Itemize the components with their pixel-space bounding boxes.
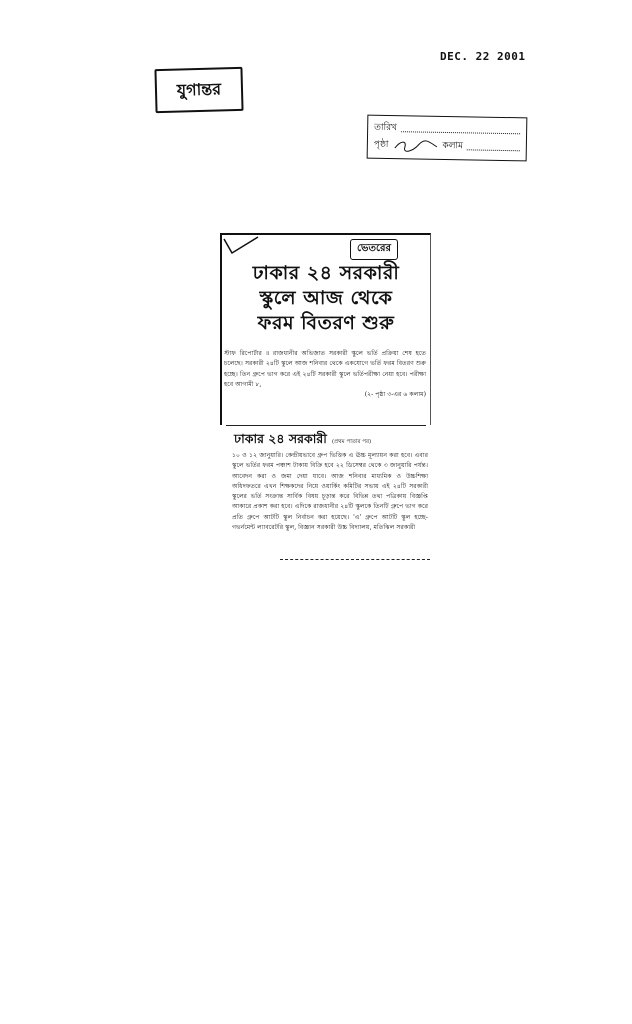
divider [226, 425, 426, 426]
continued-note: (২- পৃষ্ঠা ৩-এর ৬ কলাম) [364, 391, 426, 399]
divider [280, 559, 430, 560]
handwritten-scrawl-icon [392, 138, 438, 153]
newspaper-name: যুগান্তর [176, 78, 222, 100]
filing-date-label: তারিখ [374, 122, 398, 134]
headline-line: ঢাকার ২৪ সরকারী [252, 262, 400, 284]
continuation-heading [234, 431, 424, 451]
filing-column-blank [467, 141, 520, 151]
article-body: ১০ ও ১২ জানুয়ারি। কেন্দ্রীয়ভাবে গ্রুপ ভিত্তিক এ ঊচ্চ মূল্যায়ন করা হবে। এবার স্কুলে ভর্তির ফরম পঞ্চাশ টাকায় বিক্রি হবে ২২ ডিসেম্বর থেকে ৩ জানুয়ারি পর্যন্ত। আবেদন করা ও জমা দেয়া যাবে। আজ শনিবার মাধ্যমিক ও উচ্চশিক্ষা অধিদফতরে এখন শিক্ষকদের নিয়ে ওয়ার্কিং কমিটির সভায় এই ২৪টি সরকারী স্কুলের ভর্তি সংক্রান্ত সার্বিক বিষয় চূড়ান্ত করে বিভিন্ন তথ্য পত্রিকায় বিজ্ঞপ্তি আকারে প্রকাশ করা হবে। এদিকে রাজধানীর ২৪টি স্কুলকে তিনটি গ্রুপে ভাগ করে প্রতি গ্রুপে আটটি স্কুল নির্বাচন করা হয়েছে। 'এ' গ্রুপে আটটি স্কুল হচ্ছে- গভর্নমেন্ট ল্যাবরেটরি স্কুল, বিজ্ঞান সরকারী উচ্চ বিদ্যালয়, মতিঝিল সরকারী [232, 452, 428, 532]
filing-page-row [374, 136, 520, 156]
filing-page-label: পৃষ্ঠা [373, 139, 389, 150]
continuation-title: ঢাকার ২৪ সরকারী [234, 431, 327, 446]
headline-line: স্কুলে আজ থেকে [259, 287, 393, 309]
filing-column-label: কলাম [442, 140, 464, 152]
date-received-stamp: DEC. 22 2001 [440, 50, 526, 63]
continuation-note: (প্রথম পাতার পর) [331, 439, 372, 445]
article-intro [224, 349, 426, 400]
headline-line: ফরম বিতরণ শুরু [257, 312, 395, 334]
checkmark-icon [222, 235, 262, 257]
newspaper-masthead-stamp [154, 67, 243, 113]
intro-text: স্টাফ রিপোর্টার ॥ রাজধানীর অভিজাত সরকারী স্কুলে ভর্তি প্রক্রিয়া শেষ হতে চলেছে। সরকারী ২৪টি স্কুলে আজ শনিবার থেকে একযোগে ভর্তি ফরম বিতরণ শুরু হচ্ছে। তিন গ্রুপে ভাগ করে এই ২৪টি সরকারী স্কুলে ভর্তিপরীক্ষা নেয়া হবে। পরীক্ষা হবে আগামী ৮, [224, 350, 426, 388]
newspaper-clipping [220, 233, 434, 563]
article-headline [224, 261, 428, 336]
filing-date-blank [401, 123, 520, 134]
section-tag: ভেতরের [350, 239, 398, 260]
filing-slip [367, 115, 528, 162]
